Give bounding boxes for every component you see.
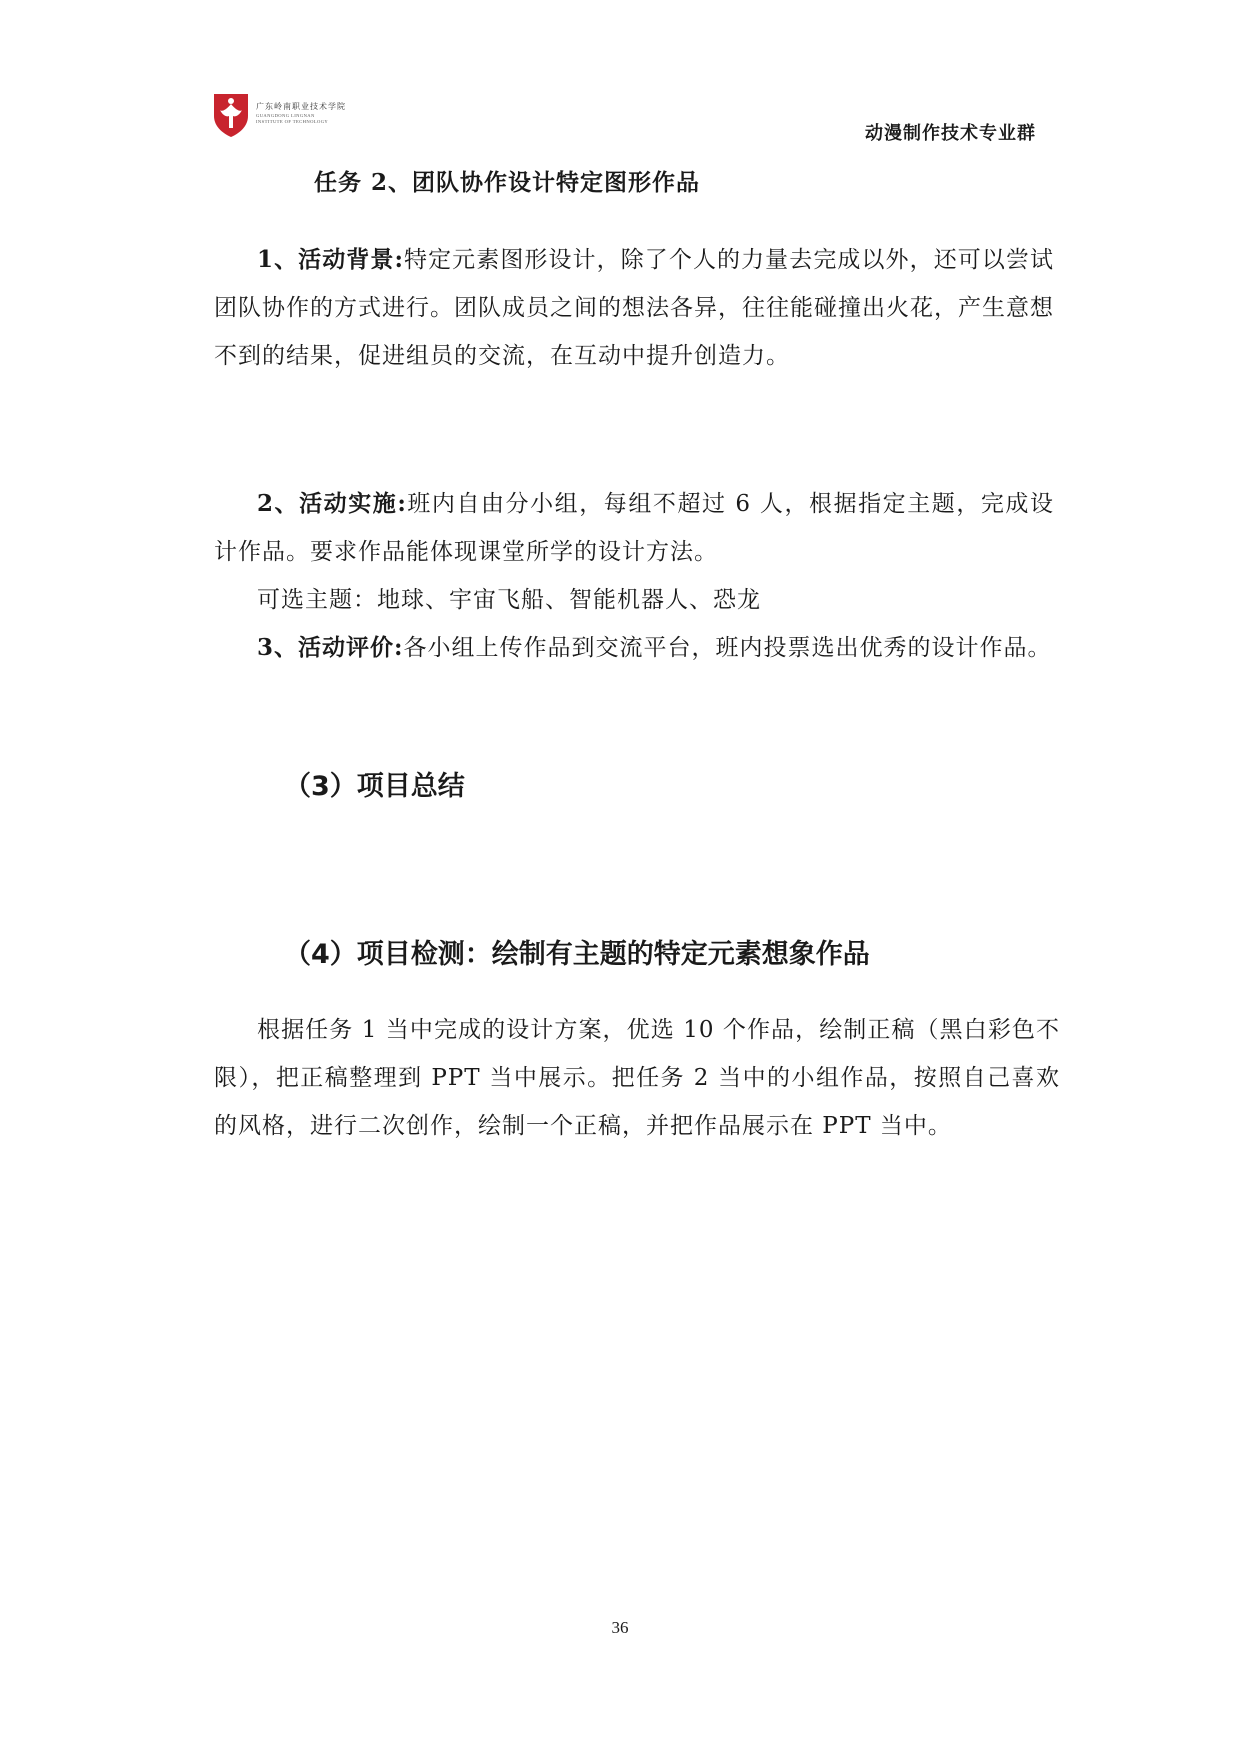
background-paragraph: [214, 236, 1054, 380]
school-name-en-line1: GUANGDONG LINGNAN: [256, 113, 315, 118]
school-name-cn: 广东岭南职业技术学院: [256, 102, 346, 111]
implementation-text: 班内自由分小组，每组不超过 6 人，根据指定主题，完成设计作品。要求作品能体现课堂所学的设计方法。: [214, 491, 1054, 565]
school-name-en-line2: INSTITUTE OF TECHNOLOGY: [256, 119, 329, 124]
optional-topics: 可选主题：地球、宇宙飞船、智能机器人、恐龙: [257, 587, 761, 613]
evaluation-label: 3、活动评价:: [257, 634, 404, 661]
test-heading: （4）项目检测：绘制有主题的特定元素想象作品: [284, 939, 870, 970]
summary-heading: （3）项目总结: [284, 771, 465, 802]
implementation-paragraph: [214, 480, 1054, 576]
background-label: 1、活动背景:: [257, 246, 404, 273]
background-text: 特定元素图形设计，除了个人的力量去完成以外，还可以尝试团队协作的方式进行。团队成员之间的想法各异，往往能碰撞出火花，产生意想不到的结果，促进组员的交流，在互动中提升创造力。: [214, 247, 1054, 369]
school-logo: [212, 92, 372, 140]
implementation-label: 2、活动实施:: [257, 490, 407, 517]
shield-logo-icon: [212, 92, 250, 138]
department-name: 动漫制作技术专业群: [865, 123, 1036, 144]
page-number: 36: [611, 1618, 629, 1637]
task-title: 任务 2、团队协作设计特定图形作品: [314, 169, 701, 196]
evaluation-paragraph: [214, 624, 1054, 672]
evaluation-text: 各小组上传作品到交流平台，班内投票选出优秀的设计作品。: [403, 635, 1052, 661]
test-paragraph: 根据任务 1 当中完成的设计方案，优选 10 个作品，绘制正稿（黑白彩色不限），把正稿整理到 PPT 当中展示。把任务 2 当中的小组作品，按照自己喜欢的风格，进行二次创作，绘制一个正稿，并把作品展示在 PPT 当中。: [214, 1017, 1060, 1139]
